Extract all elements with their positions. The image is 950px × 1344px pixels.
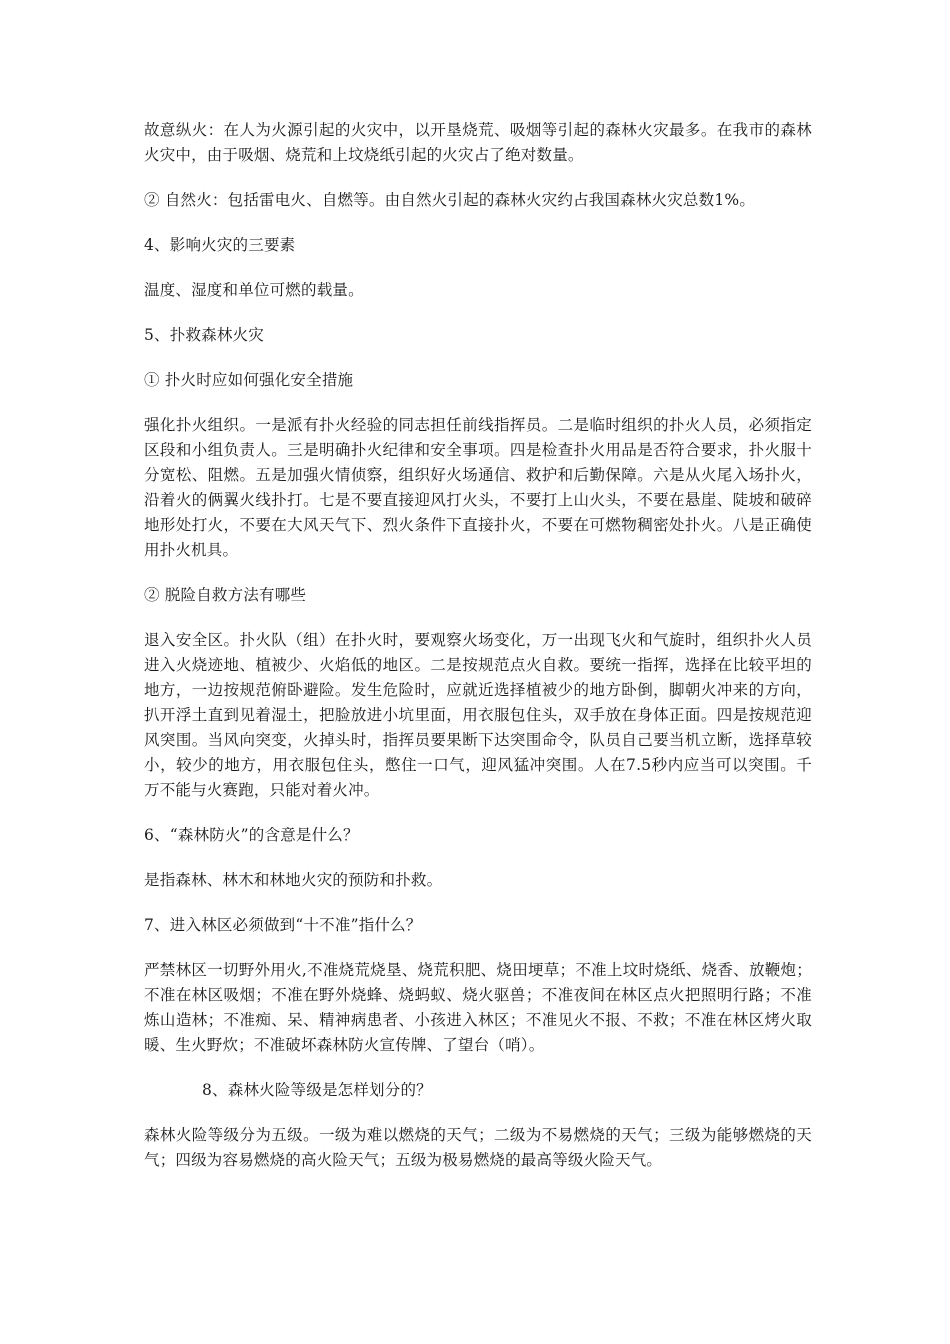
- heading-ten-prohibitions: 7、进入林区必须做到“十不准”指什么？: [144, 916, 422, 934]
- paragraph-fire-danger-levels: 森林火险等级分为五级。一级为难以燃烧的天气；二级为不易燃烧的天气；三级为能够燃烧的天气；四级为容易燃烧的高火险天气；五级为极易燃烧的最高等级火险天气。: [144, 1126, 812, 1169]
- heading-three-factors: 4、影响火灾的三要素: [144, 236, 296, 254]
- heading-fire-danger-levels: 8、森林火险等级是怎样划分的？: [202, 1081, 432, 1099]
- paragraph-arson: 故意纵火：在人为火源引起的火灾中，以开垦烧荒、吸烟等引起的森林火灾最多。在我市的森林火灾中，由于吸烟、烧荒和上坟烧纸引起的火灾占了绝对数量。: [144, 121, 812, 164]
- paragraph-natural-fire: ② 自然火：包括雷电火、自燃等。由自然火引起的森林火灾约占我国森林火灾总数1%。: [144, 191, 756, 209]
- document-page: [144, 118, 812, 1193]
- paragraph-ten-prohibitions: 严禁林区一切野外用火,不准烧荒烧垦、烧荒积肥、烧田埂草；不准上坟时烧纸、烧香、放鞭炮；不准在林区吸烟；不准在野外烧蜂、烧蚂蚁、烧火驱兽；不准夜间在林区点火把照明行路；不准炼山造林；不准痴、呆、精神病患者、小孩进入林区；不准见火不报、不救；不准在林区烤火取暖、生火野炊；不准破坏森林防火宣传牌、了望台（哨）。: [144, 961, 812, 1054]
- heading-fire-fighting: 5、扑救森林火灾: [144, 326, 264, 344]
- paragraph-escape-methods: 退入安全区。扑火队（组）在扑火时，要观察火场变化，万一出现飞火和气旋时，组织扑火人员进入火烧迹地、植被少、火焰低的地区。二是按规范点火自救。要统一指挥，选择在比较平坦的地方，一边按规范俯卧避险。发生危险时，应就近选择植被少的地方卧倒，脚朝火冲来的方向，扒开浮土直到见着湿土，把脸放进小坑里面，用衣服包住头，双手放在身体正面。四是按规范迎风突围。当风向突变，火掉头时，指挥员要果断下达突围命令，队员自己要当机立断，选择草较小，较少的地方，用衣服包住头，憋住一口气，迎风猛冲突围。人在7.5秒内应当可以突围。千万不能与火赛跑，只能对着火冲。: [144, 631, 812, 799]
- paragraph-three-factors: 温度、湿度和单位可燃的载量。: [144, 281, 364, 299]
- subheading-safety-measures: ① 扑火时应如何强化安全措施: [144, 371, 354, 389]
- paragraph-safety-measures: 强化扑火组织。一是派有扑火经验的同志担任前线指挥员。二是临时组织的扑火人员，必须指定区段和小组负责人。三是明确扑火纪律和安全事项。四是检查扑火用品是否符合要求，扑火服十分宽松、阻燃。五是加强火情侦察，组织好火场通信、救护和后勤保障。六是从火尾入场扑火，沿着火的俩翼火线扑打。七是不要直接迎风打火头，不要打上山火头，不要在悬崖、陡坡和破碎地形处打火，不要在大风天气下、烈火条件下直接扑火，不要在可燃物稠密处扑火。八是正确使用扑火机具。: [144, 416, 812, 559]
- subheading-escape-methods: ② 脱险自救方法有哪些: [144, 586, 307, 604]
- heading-fire-prevention-meaning: 6、“森林防火”的含意是什么？: [144, 826, 359, 844]
- paragraph-fire-prevention-meaning: 是指森林、林木和林地火灾的预防和扑救。: [144, 871, 443, 889]
